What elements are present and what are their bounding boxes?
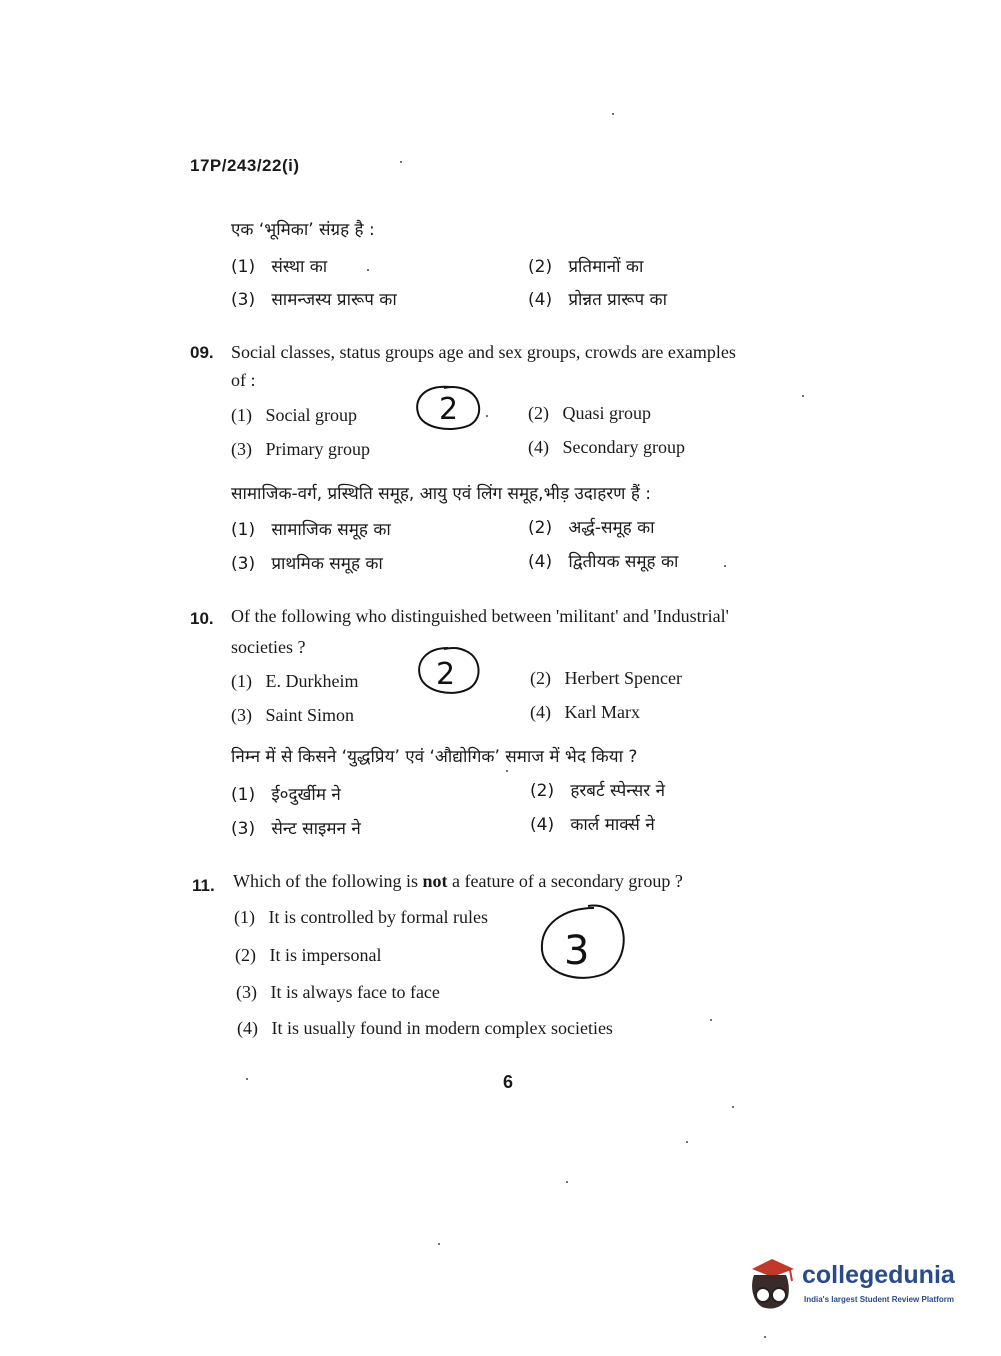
collegedunia-watermark bbox=[742, 1255, 972, 1315]
option-number: (1) bbox=[231, 785, 256, 805]
mascot-logo-icon bbox=[742, 1255, 800, 1313]
handwritten-answer: 2 bbox=[439, 392, 459, 427]
option-number: (1) bbox=[231, 257, 256, 277]
option-text: Secondary group bbox=[562, 437, 685, 457]
scan-speck bbox=[367, 269, 369, 271]
option-number: (4) bbox=[530, 815, 555, 835]
option-text: प्राथमिक समूह का bbox=[271, 554, 383, 574]
scan-speck bbox=[802, 395, 804, 397]
option-number: (4) bbox=[530, 702, 551, 722]
q9-option-3 bbox=[231, 439, 370, 460]
q9-hindi-option-1 bbox=[231, 517, 391, 540]
handwritten-circle-mark bbox=[534, 900, 634, 988]
scan-speck bbox=[566, 1181, 568, 1183]
q9-stem-line-2: of : bbox=[231, 370, 256, 390]
scan-speck bbox=[764, 1336, 766, 1338]
scan-speck bbox=[732, 1106, 734, 1108]
q10-stem-line-2: societies ? bbox=[231, 637, 306, 657]
q9-option-2 bbox=[528, 403, 651, 424]
handwritten-circle-mark bbox=[410, 383, 490, 435]
q8-hindi-option-3 bbox=[231, 287, 397, 310]
option-text: It is always face to face bbox=[270, 982, 440, 1002]
option-number: (1) bbox=[231, 405, 252, 425]
q9-hindi-option-3 bbox=[231, 551, 383, 574]
q10-option-4 bbox=[530, 702, 640, 723]
q11-number: 11. bbox=[192, 876, 215, 895]
option-text: Karl Marx bbox=[564, 702, 640, 722]
option-number: (4) bbox=[528, 552, 553, 572]
scan-speck bbox=[506, 770, 508, 772]
option-text: सामाजिक समूह का bbox=[271, 520, 391, 540]
q8-hindi-option-1 bbox=[231, 254, 327, 277]
option-number: (1) bbox=[234, 907, 255, 927]
q8-hindi-option-4 bbox=[528, 287, 667, 310]
q9-option-4 bbox=[528, 437, 685, 458]
scan-speck bbox=[686, 1141, 688, 1143]
scan-speck bbox=[724, 565, 726, 567]
option-text: Herbert Spencer bbox=[564, 668, 682, 688]
option-number: (2) bbox=[528, 518, 553, 538]
handwritten-answer: 3 bbox=[564, 928, 590, 974]
page-number: 6 bbox=[503, 1072, 514, 1092]
option-text: प्रोन्नत प्रारूप का bbox=[568, 290, 667, 310]
scan-speck bbox=[246, 1078, 248, 1080]
brand-tagline: India's largest Student Review Platform bbox=[804, 1295, 954, 1304]
option-text: Saint Simon bbox=[265, 705, 355, 725]
q10-hindi-option-3 bbox=[231, 816, 361, 839]
option-number: (4) bbox=[528, 437, 549, 457]
option-number: (1) bbox=[231, 671, 252, 691]
option-text: सेन्ट साइमन ने bbox=[271, 819, 361, 839]
scan-speck bbox=[400, 161, 402, 163]
q9-hindi-option-4 bbox=[528, 549, 678, 572]
q10-hindi-option-1 bbox=[231, 782, 341, 805]
option-text: कार्ल मार्क्स ने bbox=[570, 815, 655, 835]
q10-stem-line-1: Of the following who distinguished between 'militant' and 'Industrial' bbox=[231, 606, 729, 626]
option-number: (3) bbox=[231, 554, 256, 574]
handwritten-answer: 2 bbox=[436, 657, 456, 692]
option-number: (3) bbox=[231, 705, 252, 725]
q10-hindi-option-2 bbox=[530, 778, 665, 801]
option-text: It is controlled by formal rules bbox=[268, 907, 488, 927]
q11-option-3 bbox=[236, 982, 440, 1003]
q10-hindi-option-4 bbox=[530, 812, 655, 835]
q10-option-1 bbox=[231, 671, 358, 692]
scan-speck bbox=[710, 1019, 712, 1021]
option-text: It is usually found in modern complex societies bbox=[271, 1018, 613, 1038]
option-number: (1) bbox=[231, 520, 256, 540]
q10-hindi-stem: निम्न में से किसने ‘युद्धप्रिय’ एवं ‘औद्योगिक’ समाज में भेद किया ? bbox=[231, 747, 638, 767]
option-number: (3) bbox=[231, 819, 256, 839]
option-number: (2) bbox=[530, 668, 551, 688]
option-text: Social group bbox=[265, 405, 357, 425]
option-text: E. Durkheim bbox=[265, 671, 359, 691]
q10-number: 10. bbox=[190, 609, 214, 628]
option-number: (4) bbox=[237, 1018, 258, 1038]
option-text: हरबर्ट स्पेन्सर ने bbox=[570, 781, 665, 801]
q10-option-3 bbox=[231, 705, 354, 726]
brand-name: collegedunia bbox=[802, 1261, 955, 1289]
option-text: अर्द्ध-समूह का bbox=[568, 518, 655, 538]
paper-code: 17P/243/22(i) bbox=[190, 156, 300, 175]
scan-speck bbox=[486, 415, 488, 417]
option-number: (3) bbox=[231, 439, 252, 459]
q11-option-2 bbox=[235, 945, 381, 966]
q8-hindi-stem: एक ‘भूमिका’ संग्रह है : bbox=[231, 220, 375, 240]
handwritten-circle-mark bbox=[414, 644, 484, 700]
option-number: (2) bbox=[528, 257, 553, 277]
q11-stem-bold: not bbox=[422, 871, 448, 891]
option-number: (3) bbox=[231, 290, 256, 310]
q11-stem-before: Which of the following is bbox=[233, 871, 423, 891]
q8-hindi-option-2 bbox=[528, 254, 643, 277]
option-number: (2) bbox=[530, 781, 555, 801]
option-text: Primary group bbox=[265, 439, 370, 459]
q9-hindi-stem: सामाजिक-वर्ग, प्रस्थिति समूह, आयु एवं लिंग समूह,भीड़ उदाहरण हैं : bbox=[231, 484, 652, 504]
q11-stem-after: a feature of a secondary group ? bbox=[447, 871, 683, 891]
option-text: ई०दुर्खीम ने bbox=[271, 785, 341, 805]
option-text: Quasi group bbox=[562, 403, 651, 423]
scan-speck bbox=[438, 1243, 440, 1245]
q11-option-4 bbox=[237, 1018, 613, 1039]
option-text: द्वितीयक समूह का bbox=[568, 552, 679, 572]
option-number: (3) bbox=[236, 982, 257, 1002]
option-text: संस्था का bbox=[271, 257, 328, 277]
option-text: प्रतिमानों का bbox=[568, 257, 644, 277]
option-number: (2) bbox=[528, 403, 549, 423]
scan-speck bbox=[612, 113, 614, 115]
option-number: (4) bbox=[528, 290, 553, 310]
q11-option-1 bbox=[234, 907, 488, 928]
q11-stem bbox=[233, 871, 683, 892]
option-text: सामन्जस्य प्रारूप का bbox=[271, 290, 397, 310]
q9-stem-line-1: Social classes, status groups age and sex groups, crowds are examples bbox=[231, 342, 736, 362]
q9-number: 09. bbox=[190, 343, 214, 362]
option-number: (2) bbox=[235, 945, 256, 965]
q10-option-2 bbox=[530, 668, 682, 689]
option-text: It is impersonal bbox=[269, 945, 382, 965]
q9-option-1 bbox=[231, 405, 357, 426]
q9-hindi-option-2 bbox=[528, 515, 655, 538]
